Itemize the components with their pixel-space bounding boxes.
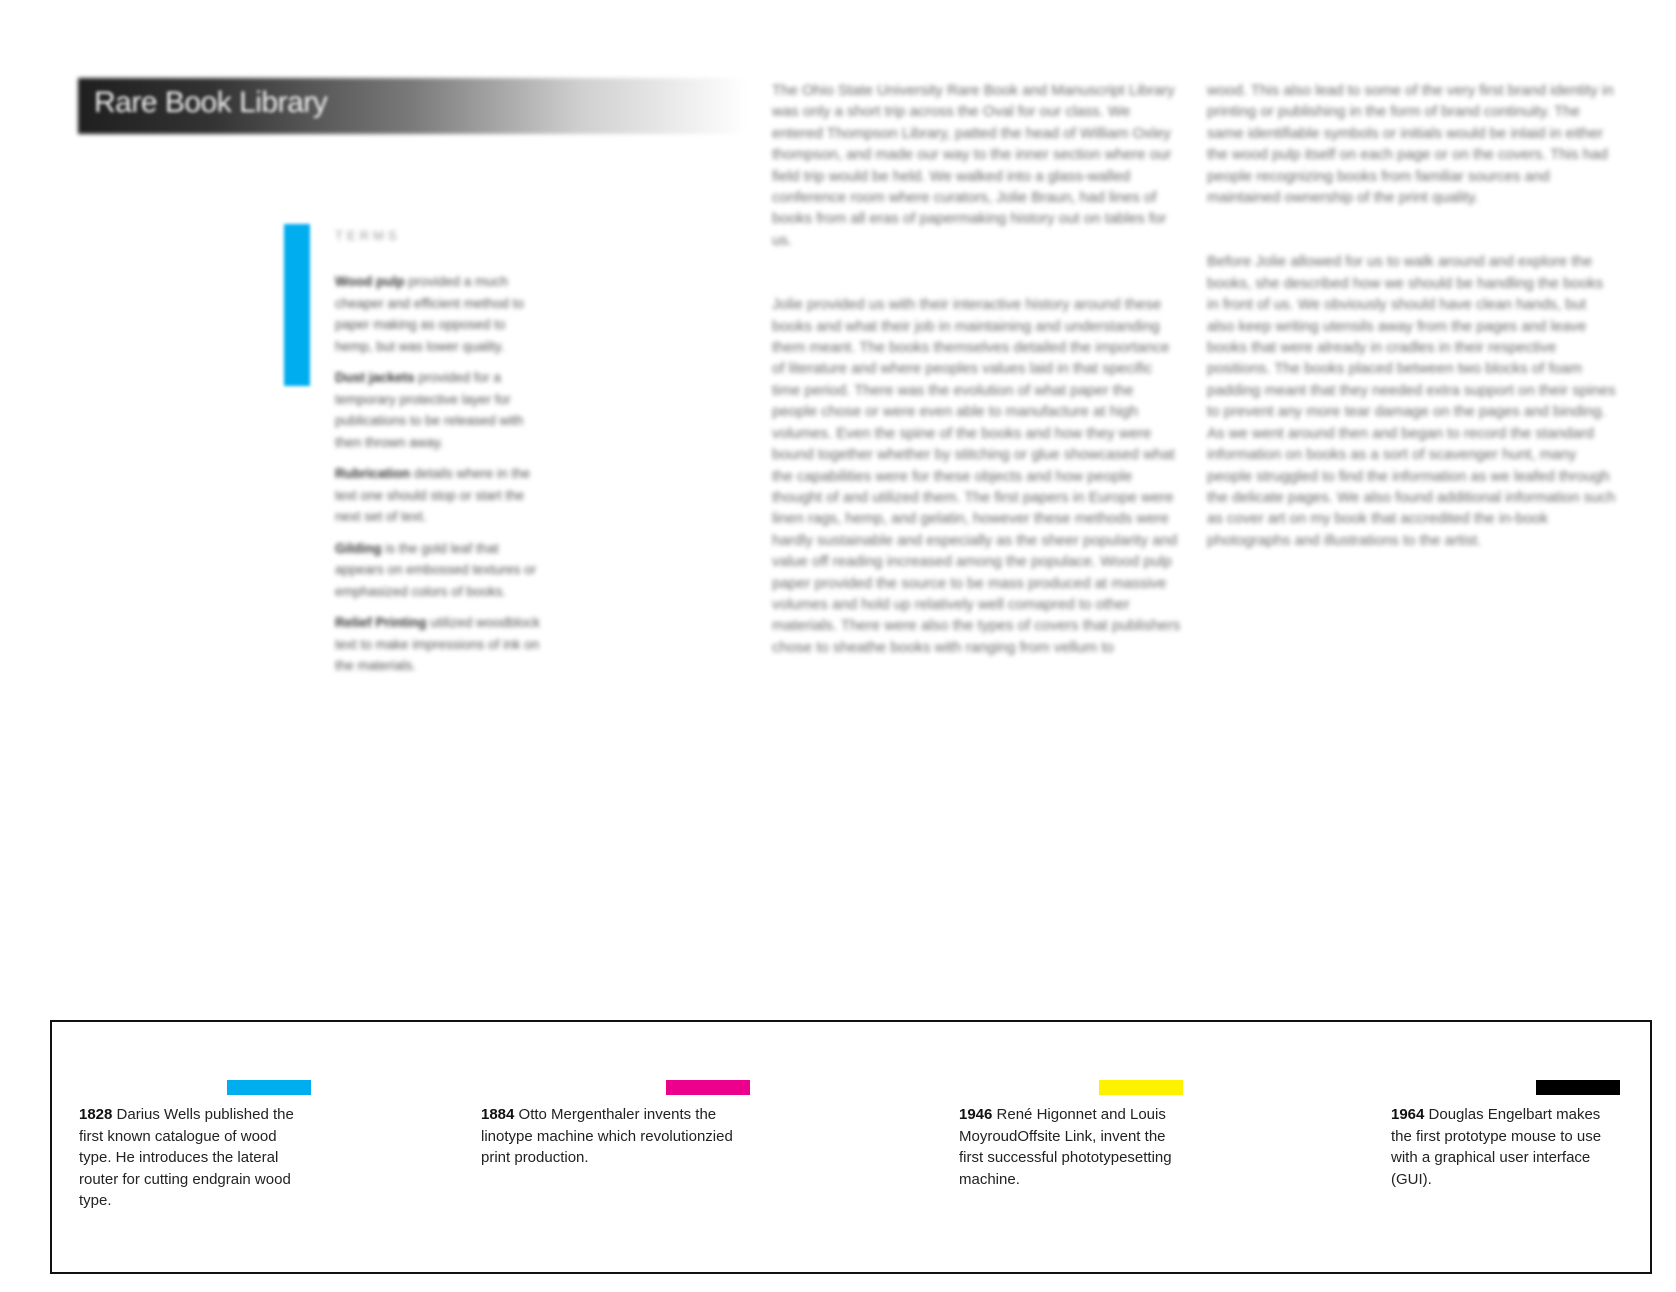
- terms-sidebar: [335, 228, 545, 687]
- timeline-year: 1884: [481, 1106, 515, 1123]
- term-name: Relief Printing: [335, 615, 427, 630]
- timeline-text: [959, 1104, 1181, 1190]
- term-name: Wood pulp: [335, 274, 405, 289]
- timeline-text: [481, 1104, 751, 1169]
- color-swatch-black: [1536, 1080, 1620, 1095]
- term-item: [335, 463, 545, 528]
- timeline-text: [1391, 1104, 1613, 1190]
- timeline-description: Douglas Engelbart makes the first prototype mouse to use with a graphical user interface (GUI).: [1391, 1106, 1602, 1188]
- term-definition: utilized woodblock text to make impressions of ink on the materials.: [335, 615, 540, 673]
- timeline-year: 1946: [959, 1106, 993, 1123]
- term-name: Rubrication: [335, 466, 411, 481]
- color-swatch-magenta: [666, 1080, 750, 1095]
- body-paragraph: wood. This also lead to some of the very first brand identity in printing or publishing in the form of brand continuity. The same identifiable symbols or initials would be inlaid in either the wood pulp itself on each page or on the covers. This had people recognizing books from familiar sources and maintained ownership of the print quality.: [1207, 82, 1614, 207]
- term-item: [335, 271, 545, 357]
- body-paragraph: Before Jolie allowed for us to walk around and explore the books, she described how we should be handling the books in front of us. We obviously should have clean hands, but also keep writing utensils away from the pages and leave books that were already in cradles in their respective positions. The books placed between two blocks of foam padding meant that they needed extra support on their spines to prevent any more tear damage on the pages and binding. As we went around then and began to record the standard information on books as a sort of scavenger hunt, many people struggled to find the information as we leafed through the delicate pages. We also found additional information such as cover art on my book that accredited the in-book photographs and illustrations to the artist.: [1207, 253, 1616, 549]
- timeline-description: Darius Wells published the first known catalogue of wood type. He introduces the lateral router for cutting endgrain wood type.: [79, 1106, 294, 1209]
- timeline-year: 1828: [79, 1106, 113, 1123]
- term-item: [335, 367, 545, 453]
- term-item: [335, 612, 545, 677]
- body-column-2: [1207, 80, 1617, 594]
- timeline-year: 1964: [1391, 1106, 1425, 1123]
- timeline-text: [79, 1104, 311, 1212]
- page-title: Rare Book Library: [94, 86, 328, 119]
- timeline-description: Otto Mergenthaler invents the linotype machine which revolutionzied print production.: [481, 1106, 733, 1166]
- body-column-1: [772, 80, 1182, 701]
- term-definition: is the gold leaf that appears on embossed textures or emphasized colors of books.: [335, 540, 537, 599]
- terms-heading: TERMS: [335, 228, 401, 243]
- term-definition: provided for a temporary protective layer for publications to be released with then thrown away.: [335, 370, 524, 450]
- color-swatch-yellow: [1099, 1080, 1183, 1095]
- term-definition: provided a much cheaper and efficient method to paper making as opposed to hemp, but was lower quality.: [335, 274, 524, 354]
- body-paragraph: The Ohio State University Rare Book and Manuscript Library was only a short trip across the Oval for our class. We entered Thompson Library, patted the head of William Oxley thompson, and made our way to the inner section where our field trip would be held. We walked into a glass-walled conference room where curators, Jolie Braun, had lines of books from all eras of papermaking history out on tables for us.: [772, 82, 1175, 249]
- timeline-box: [50, 1020, 1652, 1274]
- color-swatch-cyan: [227, 1080, 311, 1095]
- term-name: Dust jackets: [335, 370, 415, 385]
- term-item: [335, 538, 545, 603]
- term-definition: details where in the text one should stop or start the next set of text.: [335, 466, 531, 524]
- timeline-description: René Higonnet and Louis MoyroudOffsite Link, invent the first successful phototypesetting machine.: [959, 1106, 1172, 1188]
- body-paragraph: Jolie provided us with their interactive history around these books and what their job in maintaining and understanding them meant. The books themselves detailed the importance of literature and where peoples values laid in that specific time period. There was the evolution of what paper the people chose or were even able to manufacture at high volumes. Even the spine of the books and how they were bound together whether by stitching or glue showcased what the capabilities were for these objects and how people thought of and utilized them. The first papers in Europe were linen rags, hemp, and gelatin, however these methods were hardly sustainable and especially as the sheer popularity and value off reading increased among the populace. Wood pulp paper provided the source to be mass produced at massive volumes and hold up relatively well comapred to other materials. There were also the types of covers that publishers chose to sheathe books with ranging from vellum to: [772, 296, 1181, 656]
- term-name: Gilding: [335, 540, 382, 556]
- accent-bar: [284, 224, 310, 386]
